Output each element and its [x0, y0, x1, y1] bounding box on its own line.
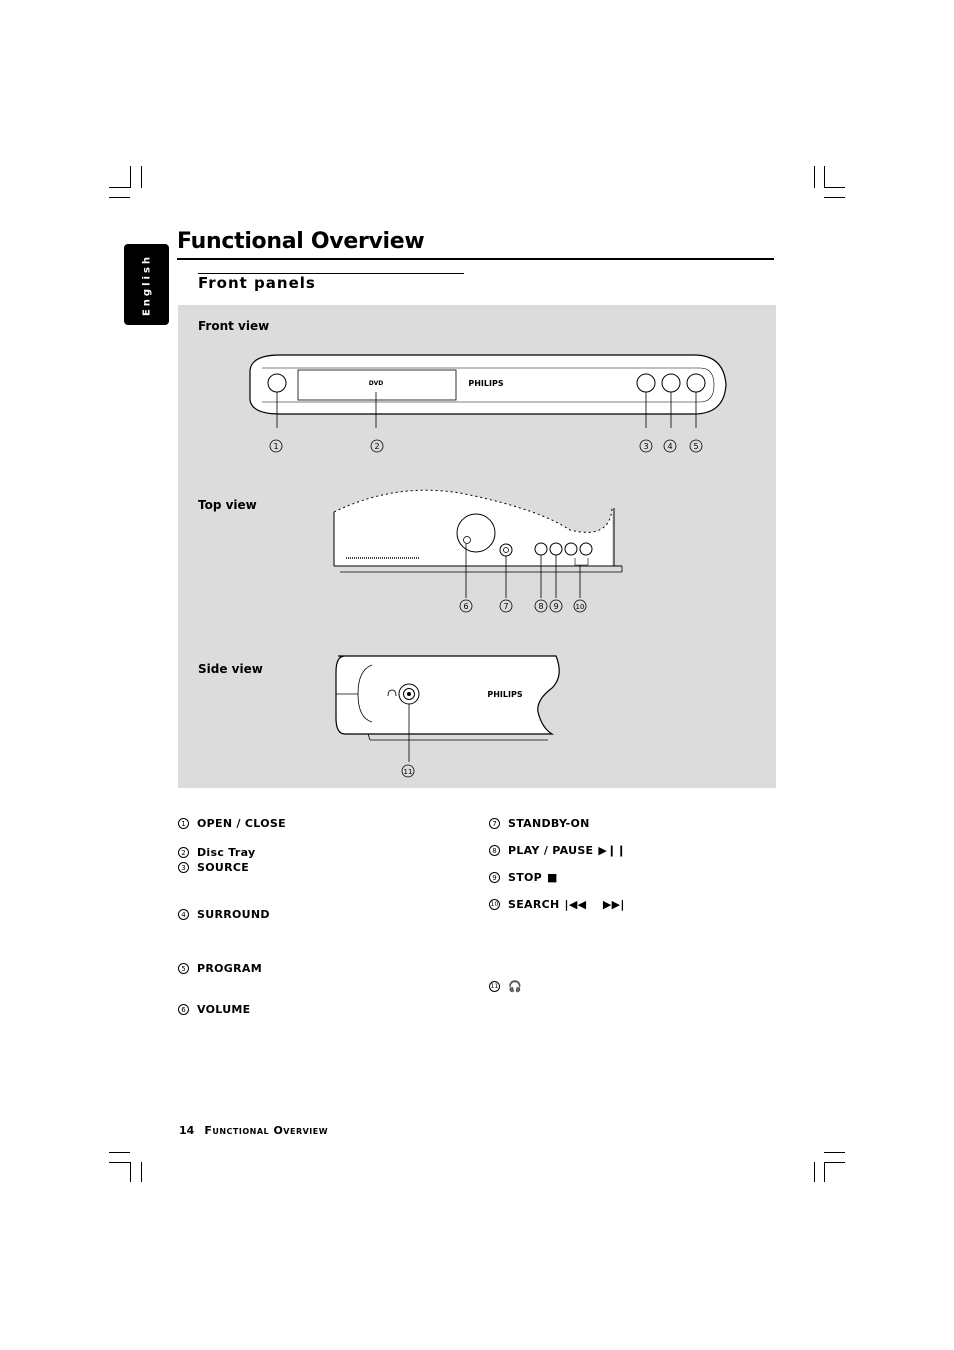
legend-item-stop	[489, 871, 558, 884]
volume-knob	[457, 514, 495, 552]
legend-item-program	[178, 962, 262, 975]
page-number: 14	[179, 1124, 195, 1137]
legend-item-source	[178, 861, 249, 874]
callout-3: 3	[643, 442, 649, 451]
dvd-logo: DVD	[368, 380, 384, 387]
legend-item-volume	[178, 1003, 250, 1016]
front-brand: PHILIPS	[468, 379, 504, 388]
front-view-label: Front view	[198, 319, 270, 333]
legend-number: 7	[489, 818, 500, 829]
legend-label: STOP	[508, 871, 543, 884]
callout-4: 4	[667, 442, 673, 451]
side-view-label: Side view	[198, 662, 263, 676]
page-title: Functional Overview	[177, 229, 425, 254]
callout-9: 9	[553, 602, 559, 611]
legend-item-disc-tray	[178, 846, 255, 859]
legend-number: 6	[178, 1004, 189, 1015]
side-callouts	[402, 765, 414, 777]
legend-number: 5	[178, 963, 189, 974]
legend-item-surround	[178, 908, 270, 921]
legend-label: SEARCH	[508, 898, 560, 911]
stop-icon: ■	[547, 871, 558, 884]
legend-number: 3	[178, 862, 189, 873]
legend-number: 4	[178, 909, 189, 920]
callout-10: 10	[575, 603, 585, 611]
callout-6: 6	[463, 602, 469, 611]
language-label: English	[141, 253, 152, 316]
top-view-label: Top view	[198, 498, 257, 512]
search-icon: |◀◀ ▶▶|	[564, 898, 625, 911]
legend-number: 2	[178, 847, 189, 858]
side-brand: PHILIPS	[487, 690, 523, 699]
legend-number: 1	[178, 818, 189, 829]
legend-label: PLAY / PAUSE	[508, 844, 594, 857]
callout-11: 11	[403, 768, 413, 776]
legend-item-open-close	[178, 817, 286, 830]
legend-item-standby	[489, 817, 590, 830]
legend-label: Disc Tray	[197, 846, 256, 859]
callout-5: 5	[693, 442, 699, 451]
callout-1: 1	[273, 442, 279, 451]
top-callouts	[460, 600, 586, 612]
section-title: Front panels	[198, 274, 316, 292]
legend-number: 8	[489, 845, 500, 856]
legend-label: PROGRAM	[197, 962, 262, 975]
footer-section: Functional Overview	[204, 1124, 329, 1137]
legend-label: STANDBY-ON	[508, 817, 590, 830]
legend-number: 10	[490, 901, 499, 908]
callout-8: 8	[538, 602, 544, 611]
legend-label: SOURCE	[197, 861, 250, 874]
legend-item-play-pause	[489, 844, 626, 857]
legend-item-search	[489, 898, 625, 911]
top-view-drawing	[334, 490, 622, 598]
side-view-drawing	[336, 656, 559, 762]
legend-label: VOLUME	[197, 1003, 251, 1016]
callout-7: 7	[503, 602, 509, 611]
headphones-icon: 🎧	[508, 980, 522, 993]
front-callouts	[270, 440, 702, 452]
play-pause-icon: ▶❙❙	[598, 844, 627, 857]
legend-label: SURROUND	[197, 908, 270, 921]
legend-number: 9	[489, 872, 500, 883]
page-footer	[179, 1124, 328, 1137]
legend-label: OPEN / CLOSE	[197, 817, 286, 830]
legend-item-headphones	[489, 980, 522, 993]
front-view-drawing	[250, 355, 726, 428]
callout-2: 2	[374, 442, 380, 451]
legend-number: 11	[490, 983, 499, 990]
